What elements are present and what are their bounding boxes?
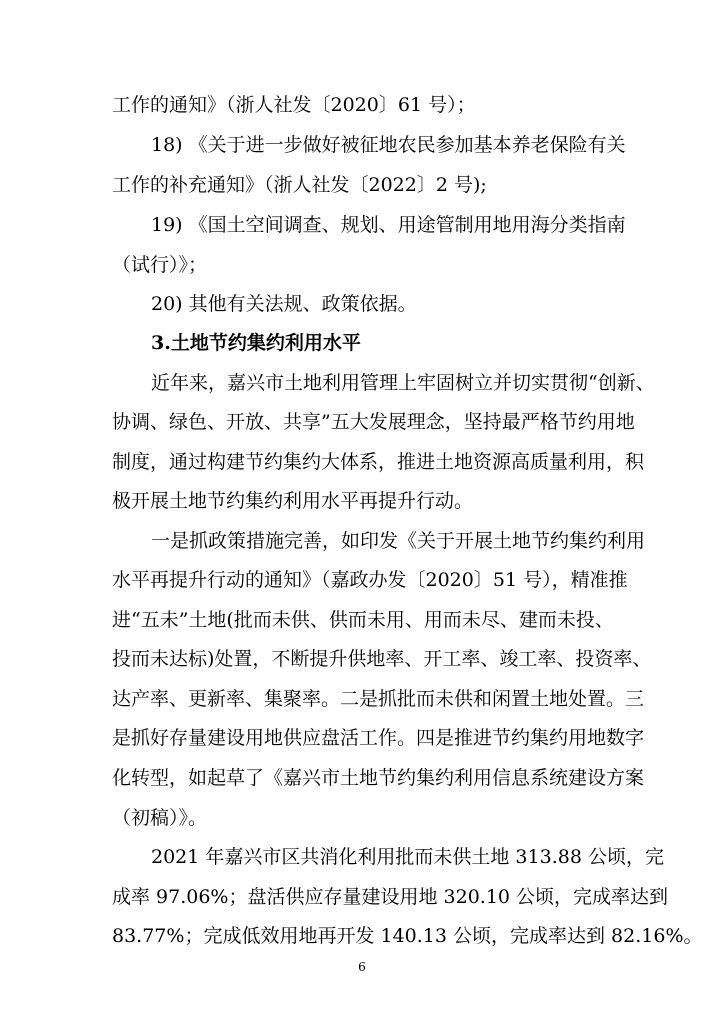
page-number: 6 [358,960,366,974]
paragraph-line: 近年来，嘉兴市土地利用管理上牢固树立并切实贯彻“创新、 [151,372,655,394]
paragraph-line: 制度，通过构建节约集约大体系，推进土地资源高质量利用，积 [112,451,645,473]
paragraph-line: 83.77%；完成低效用地再开发 140.13 公顷，完成率达到 82.16%。 [112,925,703,947]
paragraph-line: 化转型，如起草了《嘉兴市土地节约集约利用信息系统建设方案 [112,767,645,789]
paragraph-line: 一是抓政策措施完善，如印发《关于开展土地节约集约利用 [151,530,646,552]
paragraph-line: 进“五未”土地(批而未供、供而未用、用而未尽、建而未投、 [112,609,614,631]
paragraph-line: 是抓好存量建设用地供应盘活工作。四是推进节约集约用地数字 [112,727,645,749]
paragraph-line: 极开展土地节约集约利用水平再提升行动。 [112,490,474,512]
paragraph-line: 投而未达标)处置，不断提升供地率、开工率、竣工率、投资率、 [112,648,652,670]
text-line: 工作的补充通知》（浙人社发〔2022〕2 号); [112,174,487,196]
paragraph-line: 2021 年嘉兴市区共消化利用批而未供土地 313.88 公顷，完 [151,846,664,868]
paragraph-line: （初稿）》。 [112,807,208,829]
text-line: （试行）》； [112,254,208,276]
section-heading: 3.土地节约集约利用水平 [151,332,361,354]
list-item-20: 20) 其他有关法规、政策依据。 [151,293,417,315]
text-line: 工作的通知》（浙人社发〔2020〕61 号）； [112,94,476,116]
paragraph-line: 达产率、更新率、集聚率。二是抓批而未供和闲置土地处置。三 [112,688,645,710]
list-item-18: 18) 《关于进一步做好被征地农民参加基本养老保险有关 [151,134,626,156]
list-item-19: 19) 《国土空间调查、规划、用途管制用地用海分类指南 [151,214,626,236]
paragraph-line: 成率 97.06%；盘活供应存量建设用地 320.10 公顷，完成率达到 [112,886,669,908]
paragraph-line: 协调、绿色、开放、共享”五大发展理念，坚持最严格节约用地 [112,411,635,433]
paragraph-line: 水平再提升行动的通知》（嘉政办发〔2020〕51 号），精准推 [112,569,628,591]
